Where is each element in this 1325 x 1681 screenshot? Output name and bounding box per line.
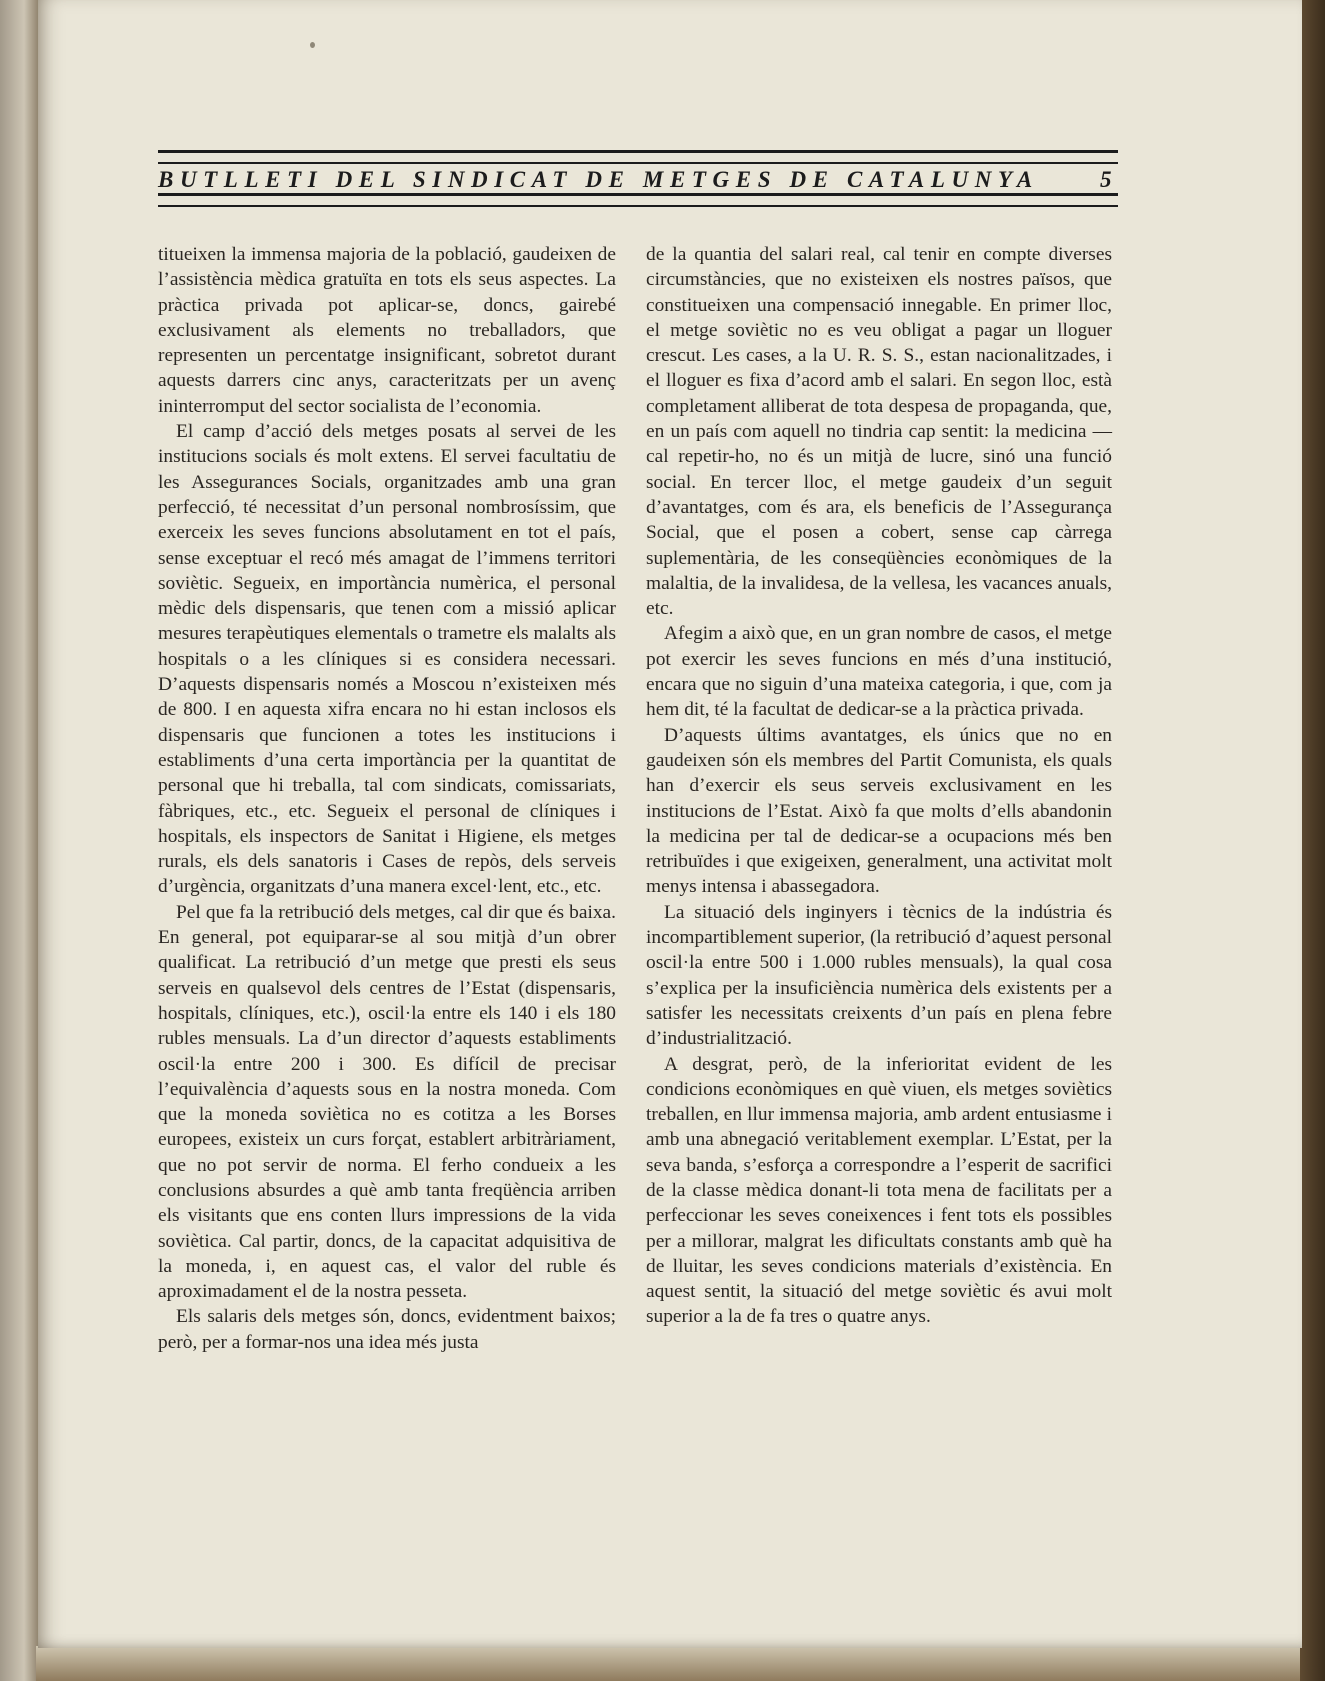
right-text-column — [646, 242, 1112, 1330]
paragraph: Pel que fa la retribució dels metges, cal dir que és baixa. En general, pot equiparar-se al sou mitjà d’un obrer qualificat. La retribució d’un metge que presti els seus serveis en qualsevol dels centres de l’Estat (dispensaris, hospitals, clíniques, etc.), oscil·la entre els 140 i els 180 rubles mensuals. La d’un director d’aquests establiments oscil·la entre 200 i 300. Es difícil de precisar l’equivalència d’aquests sous en la nostra moneda. Com que la moneda soviètica no es cotitza a les Borses europees, existeix un curs forçat, establert arbitràriament, que no pot servir de norma. El ferho condueix a les conclusions absurdes a què amb tanta freqüència arriben els visitants que ens conten llurs impressions de la vida soviètica. Cal partir, doncs, de la capacitat adquisitiva de la moneda, i, en aquest cas, el valor del ruble és aproximadament el de la nostra pesseta. — [158, 901, 616, 1303]
paragraph: Afegim a això que, en un gran nombre de casos, el metge pot exercir les seves funcions en més d’una institució, encara que no siguin d’una mateixa categoria, i que, com ja hem dit, té la facultat de dedicar-se a la pràctica privada. — [646, 623, 1112, 721]
paragraph: de la quantia del salari real, cal tenir en compte diverses circumstàncies, que no existeixen els nostres països, que constitueixen una compensació innegable. En primer lloc, el metge soviètic no es veu obligat a pagar un lloguer crescut. Les cases, a la U. R. S. S., estan nacionalitzades, i el lloguer es fixa d’acord amb el salari. En segon lloc, està completament alliberat de tota despesa de propaganda, que, en un país com aquell no tindria cap sentit: la medicina — cal repetir-ho, no és un mitjà de lucre, sinó una funció social. En tercer lloc, el metge gaudeix d’un seguit d’avantatges, com és ara, els beneficis de l’Assegurança Social, que el posen a cobert, sense cap càrrega suplementària, de les conseqüències econòmiques de la malaltia, de la invalidesa, de la vellesa, les vacances anuals, etc. — [646, 244, 1112, 620]
page-bottom-edge — [36, 1646, 1304, 1681]
paper-speck — [310, 42, 315, 48]
paragraph: La situació dels inginyers i tècnics de la indústria és incompartiblement superior, (la retribució d’aquest personal oscil·la entre 500 i 1.000 rubles mensuals), la qual cosa s’explica per la insuficiència numèrica dels existents per a satisfer les necessitats creixents d’un país en plena febre d’industrialització. — [646, 901, 1112, 1050]
paragraph: Els salaris dels metges són, doncs, evidentment baixos; però, per a formar-nos una idea més justa — [158, 1306, 616, 1353]
facing-page-edge — [0, 0, 40, 1681]
header-rule-bottom — [158, 193, 1118, 207]
page-number: 5 — [1100, 167, 1112, 192]
left-text-column — [158, 242, 616, 1355]
book-cover-edge — [1300, 0, 1325, 1681]
paragraph: A desgrat, però, de la inferioritat evident de les condicions econòmiques en què viuen, els metges soviètics treballen, en llur immensa majoria, amb ardent entusiasme i amb una abnegació veritablement exemplar. L’Estat, per la seva banda, s’esforça a correspondre a l’esperit de sacrifici de la classe mèdica donant-li tota mena de facilitats per a perfeccionar les seves coneixences i fent tots els possibles per a millorar, malgrat les dificultats constants amb què ha de lluitar, les seves condicions materials d’existència. En aquest sentit, la situació del metge soviètic és avui molt superior a la de fa tres o quatre anys. — [646, 1053, 1112, 1328]
paragraph: El camp d’acció dels metges posats al servei de les institucions socials és molt extens. El servei facultatiu de les Assegurances Socials, organitzades amb una gran perfecció, té necessitat d’un personal nombrosíssim, que exerceix les seves funcions absolutament en tot el país, sense exceptuar el recó més amagat de l’immens territori soviètic. Segueix, en importància numèrica, el personal mèdic dels dispensaris, que tenen com a missió aplicar mesures terapèutiques elementals o trametre els malalts als hospitals o a les clíniques si es considera necessari. D’aquests dispensaris només a Moscou n’existeixen més de 800. I en aquesta xifra encara no hi estan inclosos els dispensaris que funcionen a totes les institucions i establiments d’una certa importància per la quantitat de personal que hi treballa, tal com sindicats, comissariats, fàbriques, etc., etc. Segueix el personal de clíniques i hospitals, els inspectors de Sanitat i Higiene, els metges rurals, els dels sanatoris i Cases de repòs, dels serveis d’urgència, organitzats d’una manera excel·lent, etc., etc. — [158, 421, 616, 898]
header-rule-top — [158, 150, 1118, 164]
paragraph: D’aquests últims avantatges, els únics que no en gaudeixen són els membres del Partit Comunista, els quals han d’exercir els seus serveis exclusivament en les institucions de l’Estat. Això fa que molts d’ells abandonin la medicina per tal de dedicar-se a ocupacions més ben retribuïdes i que exigeixen, generalment, una activitat molt menys intensa i abassegadora. — [646, 724, 1112, 898]
paragraph: titueixen la immensa majoria de la població, gaudeixen de l’assistència mèdica gratuïta en tots els seus aspectes. La pràctica privada pot aplicar-se, doncs, gairebé exclusivament als elements no treballadors, que representen un percentatge insignificant, sobretot durant aquests darrers cinc anys, caracteritzats per un avenç ininterromput del sector socialista de l’economia. — [158, 244, 616, 417]
running-header-title: BUTLLETI DEL SINDICAT DE METGES DE CATALUNYA — [158, 167, 1039, 192]
